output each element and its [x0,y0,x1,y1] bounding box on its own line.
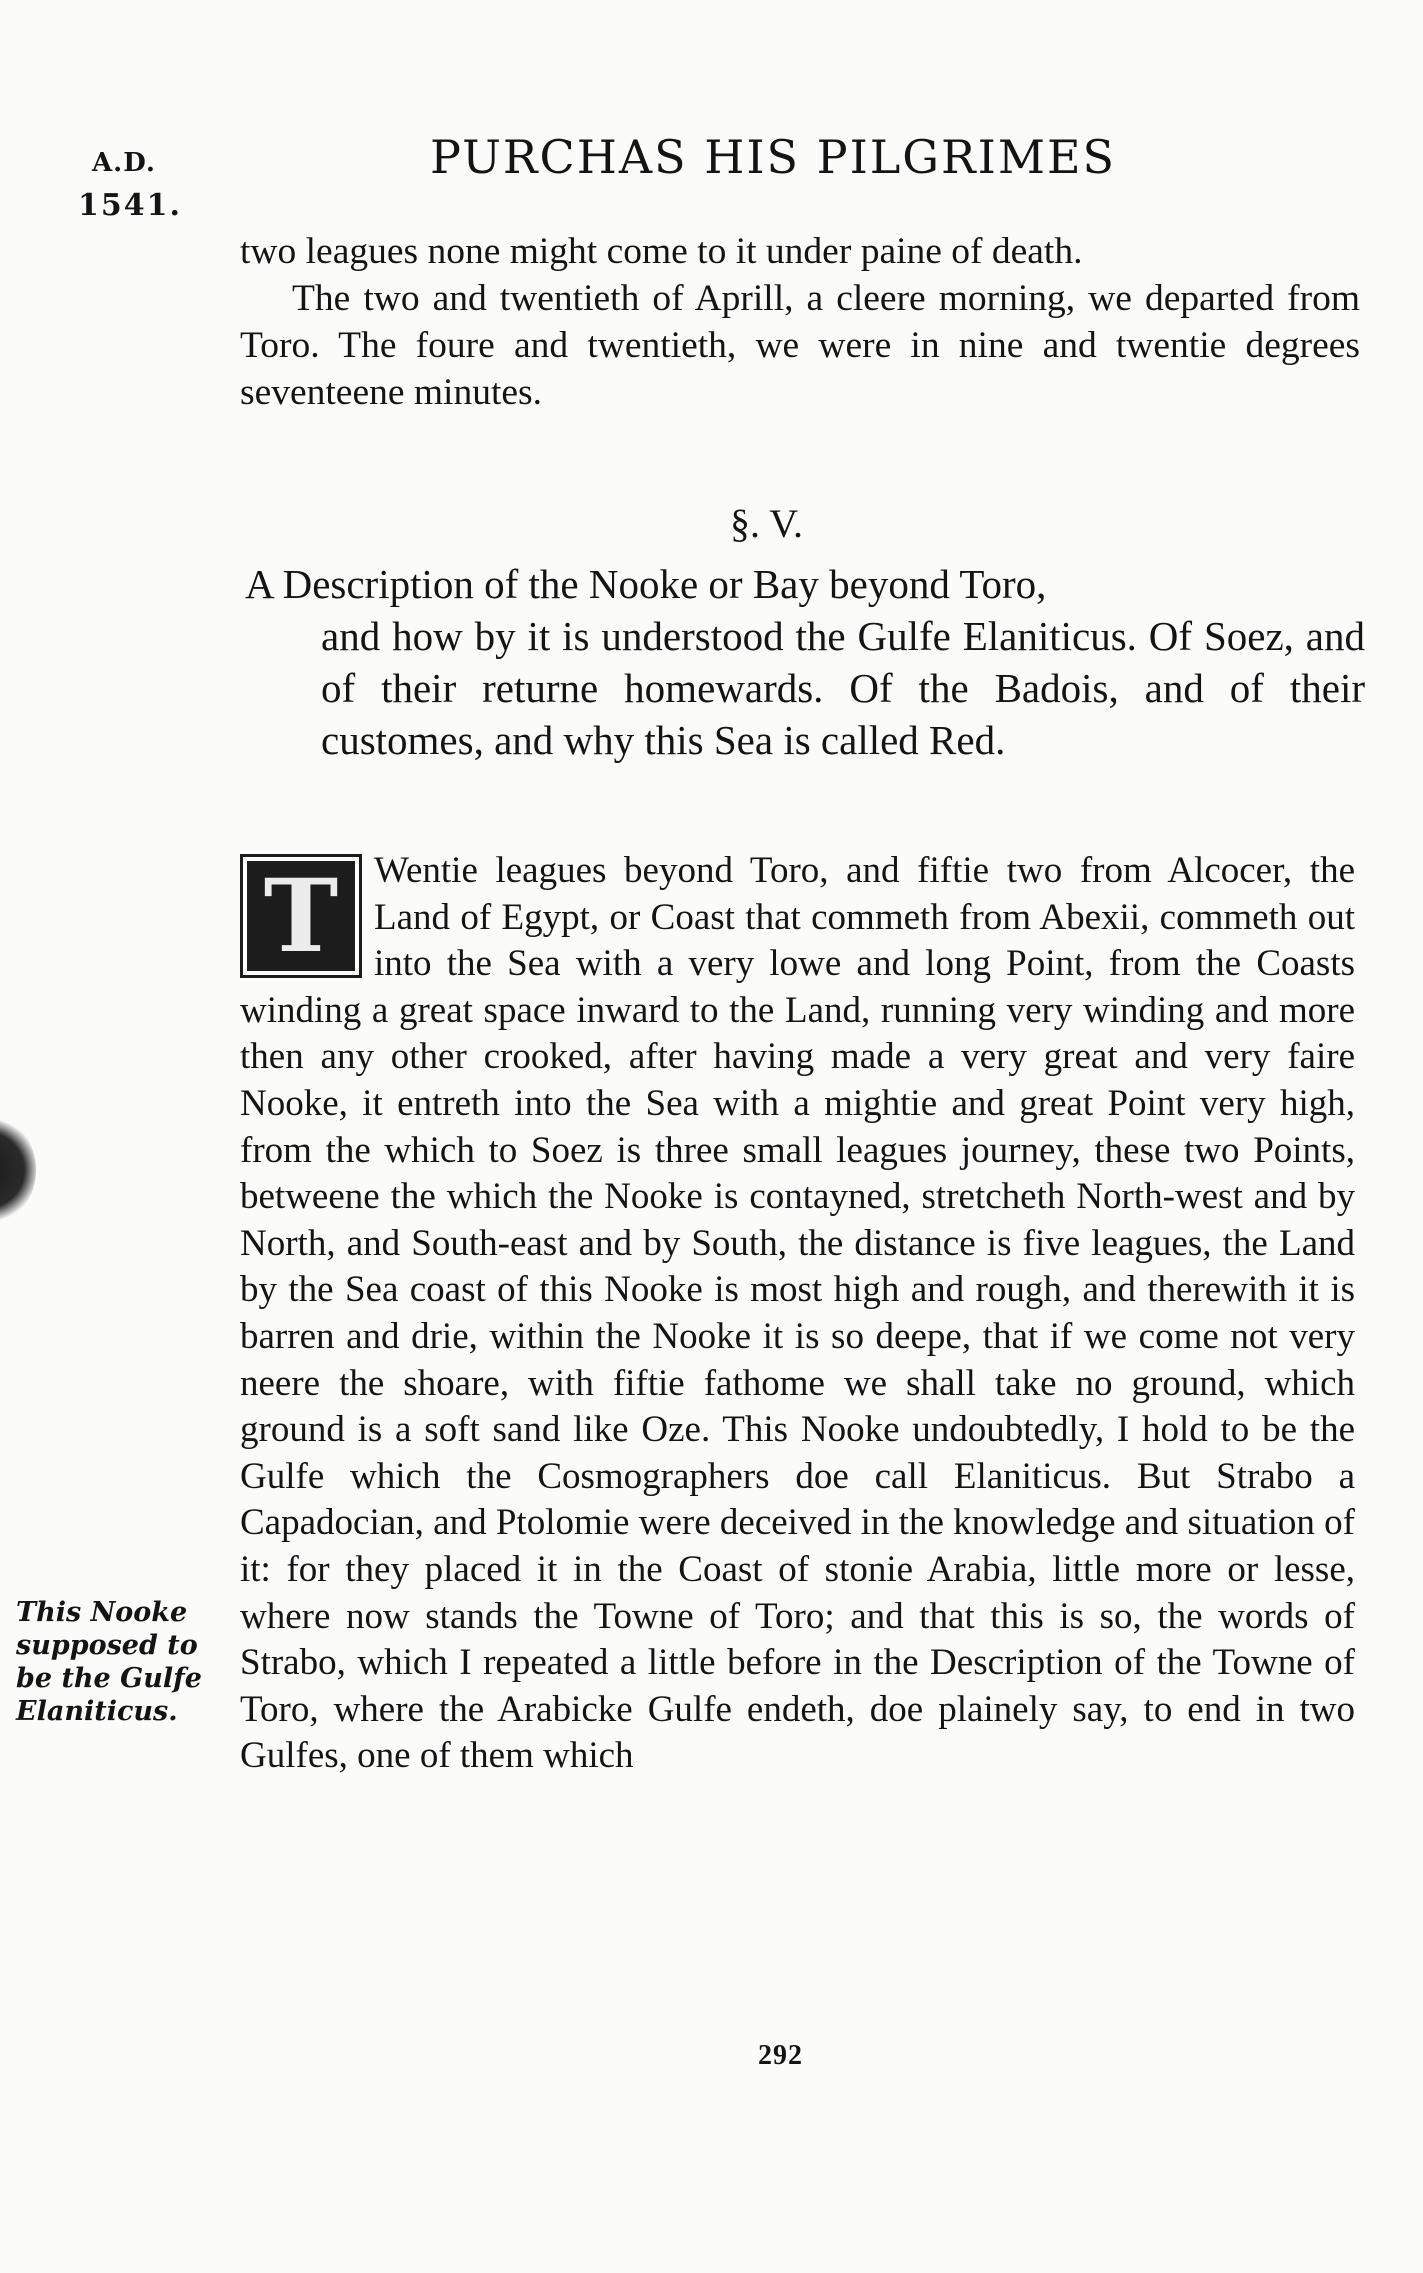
paragraph-continuation: two leagues none might come to it under paine of death. [240,231,1083,272]
section-heading [245,558,1365,766]
main-paragraph-text: Wentie leagues beyond Toro, and fiftie two from Alcocer, the Land of Egypt, or Coast that commeth from Abexii, commeth out into the Sea with a very lowe and long Point, from the Coasts winding a great space inward to the Land, running very winding and more then any other crooked, after having made a very great and very faire Nooke, it entreth into the Sea with a mightie and great Point very high, from the which to Soez is three small leagues journey, these two Points, betweene the which the Nooke is contayned, stretcheth North-west and by North, and South-east and by South, the distance is five leagues, the Land by the Sea coast of this Nooke is most high and rough, and therewith it is barren and drie, within the Nooke it is so deepe, that if we come not very neere the shoare, with fiftie fathome we shall take no ground, which ground is a soft sand like Oze. This Nooke undoubtedly, I hold to be the Gulfe which the Cosmographers doe call Elaniticus. But Strabo a Capadocian, and Ptolomie were deceived in the knowledge and situation of it: for they placed it in the Coast of stonie Arabia, little more or lesse, where now stands the Towne of Toro; and that this is so, the words of Strabo, which I repeated a little before in the Description of the Towne of Toro, where the Arabicke Gulfe endeth, doe plainely say, to end in two Gulfes, one of them which [240,850,1355,1777]
margin-date-year: 1541. [78,188,182,223]
scan-thumb-shadow [0,1120,36,1220]
main-paragraph [240,848,1355,1780]
opening-text [240,228,1360,416]
page-number: 292 [758,2040,803,2071]
running-head: PURCHAS HIS PILGRIMES [430,130,1117,184]
section-heading-rest: and how by it is understood the Gulfe Elaniticus. Of Soez, and of their returne homewards. Of the Badois, and of their customes, and why this Sea is called Red. [321,613,1365,763]
section-heading-first-line: A Description of the Nooke or Bay beyond Toro, [245,561,1047,607]
section-mark: §. V. [730,501,804,546]
paragraph-departure: The two and twentieth of Aprill, a cleere morning, we departed from Toro. The foure and twentieth, we were in nine and twentie degrees seventeene minutes. [240,278,1360,413]
margin-note: This Nooke supposed to be the Gulfe Elaniticus. [16,1597,202,1727]
margin-date-ad: A.D. [92,148,156,178]
decorated-dropcap-initial: T [240,854,362,978]
